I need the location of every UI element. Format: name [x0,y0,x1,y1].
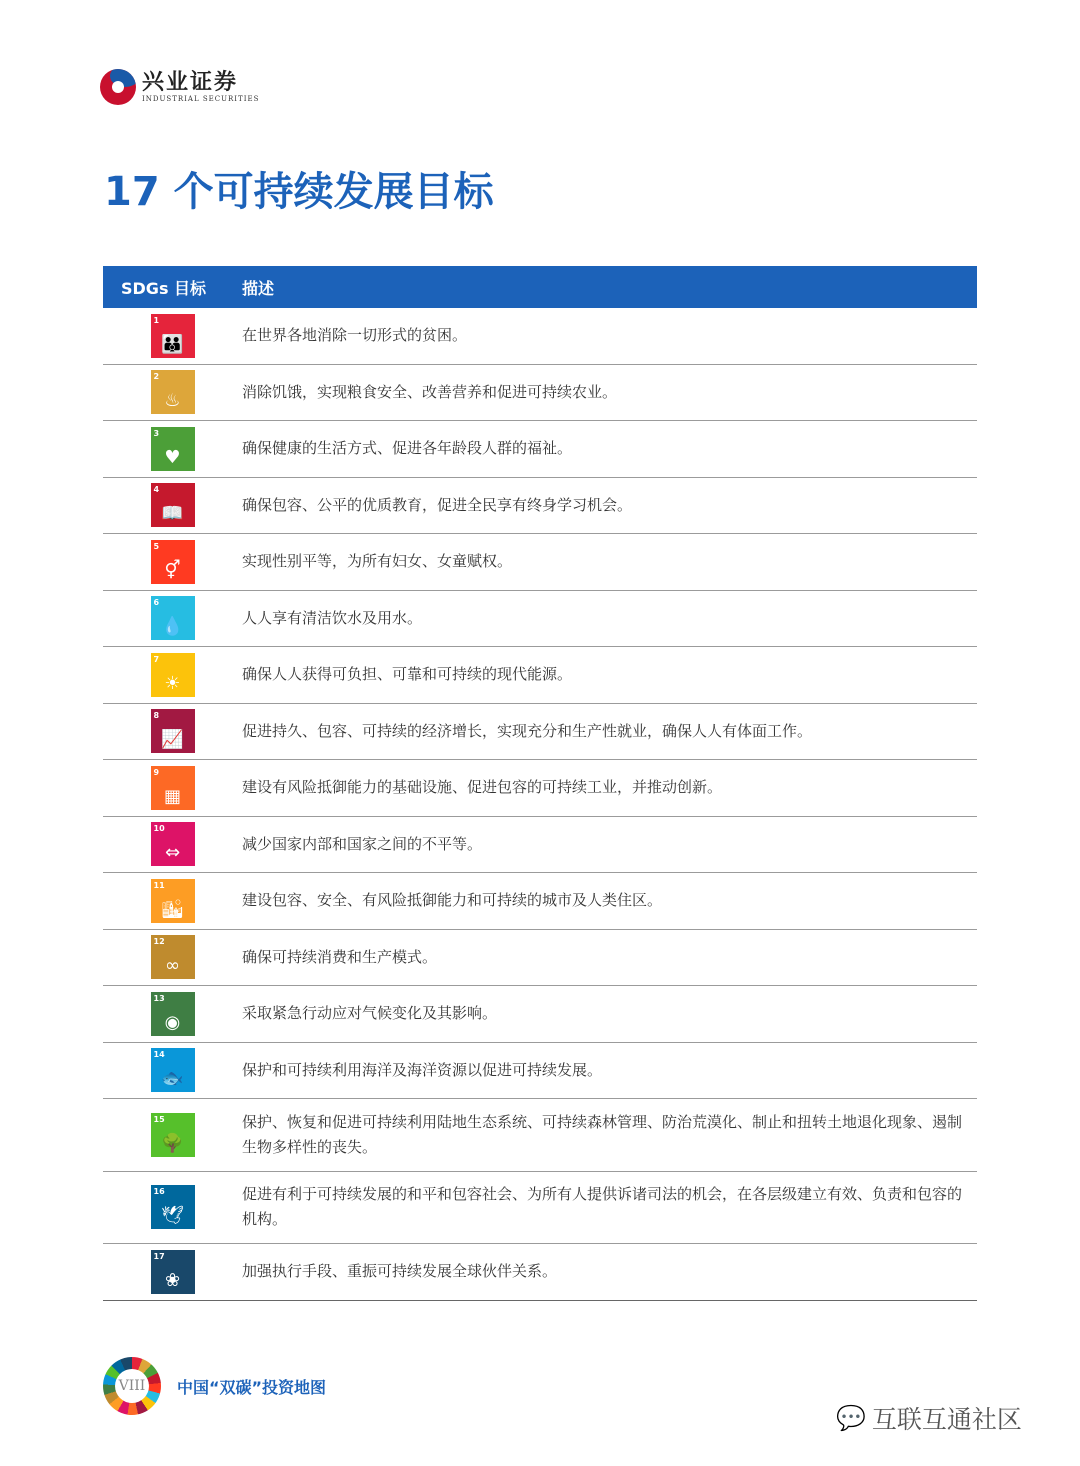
goal-cell [103,1250,242,1294]
sdg-15-tile [151,1113,195,1157]
goal-cell [103,653,242,697]
goal-cell [103,822,242,866]
page-title: 17 个可持续发展目标 [104,169,494,215]
sdg-8-tile [151,709,195,753]
table-header [103,266,977,308]
watermark-text: 互联互通社区 [871,1405,1022,1434]
sdg-1-tile [151,314,195,358]
sdg-number: 14 [153,1050,165,1060]
sdg-4-tile [151,483,195,527]
sdg-number: 11 [153,880,165,890]
sdg-3-tile [151,427,195,471]
table-row [103,365,977,422]
goal-description: 人人享有清洁饮水及用水。 [242,608,423,627]
cubes-icon: ▦ [163,785,181,807]
sun-icon: ☀ [164,672,181,694]
logo-english-name: INDUSTRIAL SECURITIES [142,95,260,103]
goal-description: 促进有利于可持续发展的和平和包容社会、为所有人提供诉诸司法的机会，在各层级建立有效、负责和包容的机构。 [242,1185,963,1229]
eye-earth-icon: ◉ [164,1011,181,1033]
sdg-11-tile [151,879,195,923]
sdg-5-tile [151,540,195,584]
goal-description: 保护和可持续利用海洋及海洋资源以促进可持续发展。 [242,1060,603,1079]
goal-cell [103,483,242,527]
table-row [103,760,977,817]
goal-description: 减少国家内部和国家之间的不平等。 [242,834,483,853]
fish-icon: 🐟 [161,1068,184,1090]
footer [103,1356,326,1416]
sdg-number: 15 [153,1114,165,1124]
goal-cell [103,709,242,753]
bowl-icon: ♨ [164,390,181,412]
sdg-number: 6 [153,598,160,608]
sdg-number: 9 [153,767,160,777]
family-icon: 👪 [161,333,184,355]
table-row [103,591,977,648]
table-row [103,1172,977,1245]
sdg-7-tile [151,653,195,697]
sdg-number: 2 [153,372,160,382]
logo-mark-icon [100,69,136,105]
goal-description: 确保可持续消费和生产模式。 [242,947,438,966]
sdg-number: 10 [153,824,165,834]
sdg-number: 8 [153,711,160,721]
table-row [103,1099,977,1172]
sdg-2-tile [151,370,195,414]
sdg-number: 17 [153,1251,165,1261]
goal-description: 加强执行手段、重振可持续发展全球伙伴关系。 [242,1262,558,1281]
table-row [103,873,977,930]
city-icon: 🏙 [161,898,184,920]
sdg-number: 7 [153,654,160,664]
sdg-17-tile [151,1250,195,1294]
table-row [103,1043,977,1100]
tree-icon: 🌳 [161,1132,184,1154]
goal-cell [103,879,242,923]
book-icon: 📖 [161,503,184,525]
table-row [103,421,977,478]
sdg-12-tile [151,935,195,979]
goal-description: 确保包容、公平的优质教育，促进全民享有终身学习机会。 [242,495,633,514]
table-row [103,1244,977,1301]
goal-description: 采取紧急行动应对气候变化及其影响。 [242,1004,498,1023]
sdg-number: 3 [153,428,160,438]
table-row [103,308,977,365]
table-row [103,817,977,874]
table-body [103,308,977,1301]
logo-text [142,70,259,104]
logo-chinese-name: 兴业证券 [142,69,239,95]
goal-description: 消除饥饿，实现粮食安全、改善营养和促进可持续农业。 [242,382,618,401]
sdg-16-tile [151,1185,195,1229]
goal-cell [103,370,242,414]
sdg-number: 16 [153,1187,165,1197]
sdg-10-tile [151,822,195,866]
brand-logo [100,66,259,108]
infinity-icon: ∞ [165,955,180,977]
goal-description: 促进持久、包容、可持续的经济增长，实现充分和生产性就业，确保人人有体面工作。 [242,721,813,740]
sdg-13-tile [151,992,195,1036]
table-row [103,478,977,535]
goal-description: 确保人人获得可负担、可靠和可持续的现代能源。 [242,665,573,684]
sdg-wheel-icon [103,1357,161,1415]
goal-cell [103,1185,242,1229]
partnership-icon: ❀ [164,1269,181,1291]
sdg-14-tile [151,1048,195,1092]
column-header-description: 描述 [242,278,275,298]
growth-chart-icon: 📈 [161,729,184,751]
goal-cell [103,1048,242,1092]
wechat-icon: 💬 [836,1404,866,1432]
equal-icon: ⇔ [164,842,181,864]
heartbeat-icon: ♥ [164,446,181,468]
sdg-6-tile [151,596,195,640]
goal-cell [103,935,242,979]
watermark [836,1400,1022,1436]
goal-cell [103,992,242,1036]
goal-cell [103,314,242,358]
column-header-goal: SDGs 目标 [121,278,207,298]
sdg-9-tile [151,766,195,810]
goal-cell [103,427,242,471]
wheel-label: VIII [115,1369,149,1403]
goal-description: 在世界各地消除一切形式的贫困。 [242,326,468,345]
sdg-number: 4 [153,485,160,495]
goal-description: 实现性别平等，为所有妇女、女童赋权。 [242,552,513,571]
dove-icon: 🕊 [161,1205,184,1227]
goal-cell [103,766,242,810]
sdg-number: 1 [153,315,160,325]
sdg-number: 13 [153,993,165,1003]
goal-description: 建设有风险抵御能力的基础设施、促进包容的可持续工业，并推动创新。 [242,778,723,797]
water-icon: 💧 [161,616,184,638]
footer-title: 中国“双碳”投资地图 [177,1377,327,1397]
goal-description: 保护、恢复和促进可持续利用陆地生态系统、可持续森林管理、防治荒漠化、制止和扭转土地退化现象、遏制生物多样性的丧失。 [242,1112,963,1156]
table-row [103,986,977,1043]
goal-description: 建设包容、安全、有风险抵御能力和可持续的城市及人类住区。 [242,891,663,910]
table-row [103,930,977,987]
sdg-number: 5 [153,541,160,551]
table-row [103,647,977,704]
table-row [103,704,977,761]
goal-cell [103,540,242,584]
goal-description: 确保健康的生活方式、促进各年龄段人群的福祉。 [242,439,573,458]
gender-icon: ⚥ [164,559,181,581]
goal-cell [103,1113,242,1157]
sdg-table [103,266,977,1301]
goal-cell [103,596,242,640]
table-row [103,534,977,591]
sdg-number: 12 [153,937,165,947]
